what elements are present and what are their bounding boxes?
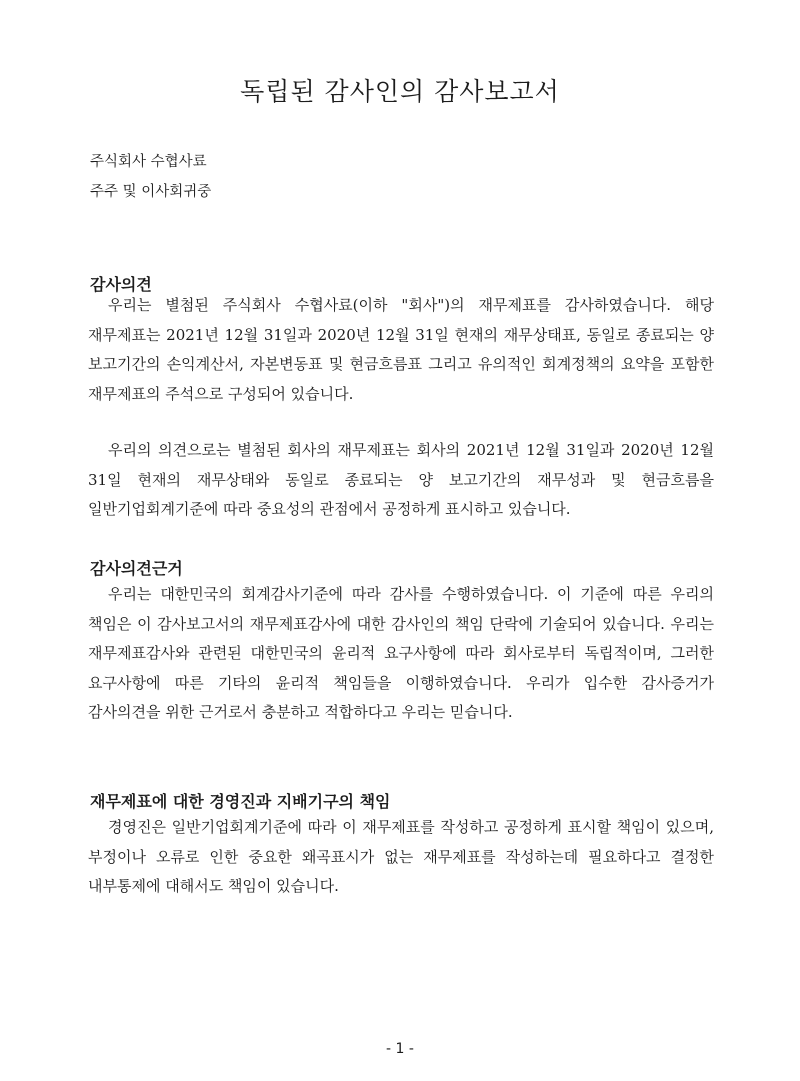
addressee-company: 주식회사 수협사료: [90, 154, 207, 170]
audit-opinion-paragraph-1: 우리는 별첨된 주식회사 수협사료(이하 "회사")의 재무제표를 감사하였습니다. 해당 재무제표는 2021년 12월 31일과 2020년 12월 31일 현재의 재무상태표, 동일로 종료되는 양 보고기간의 손익계산서, 자본변동표 및 현금흐름표 그리고 유의적인 회계정책의 요약을 포함한 재무제표의 주석으로 구성되어 있습니다.: [88, 296, 714, 403]
basis-for-opinion-paragraph: 우리는 대한민국의 회계감사기준에 따라 감사를 수행하였습니다. 이 기준에 따른 우리의 책임은 이 감사보고서의 재무제표감사에 대한 감사인의 책임 단락에 기술되어 있습니다. 우리는 재무제표감사와 관련된 대한민국의 윤리적 요구사항에 따라 회사로부터 독립적이며, 그러한 요구사항에 따른 기타의 윤리적 책임들을 이행하였습니다. 우리가 입수한 감사증거가 감사의견을 위한 근거로서 충분하고 적합하다고 우리는 믿습니다.: [88, 585, 714, 721]
page-number: - 1 -: [386, 1041, 414, 1057]
section-heading-basis-for-opinion: 감사의견근거: [90, 559, 183, 578]
report-title: 독립된 감사인의 감사보고서: [240, 77, 560, 106]
audit-opinion-paragraph-2: 우리의 의견으로는 별첨된 회사의 재무제표는 회사의 2021년 12월 31일과 2020년 12월 31일 현재의 재무상태와 동일로 종료되는 양 보고기간의 재무성과 및 현금흐름을 일반기업회계기준에 따라 중요성의 관점에서 공정하게 표시하고 있습니다.: [88, 441, 714, 518]
section-heading-audit-opinion: 감사의견: [90, 275, 152, 294]
section-heading-management-responsibility: 재무제표에 대한 경영진과 지배기구의 책임: [90, 792, 391, 811]
addressee-recipients: 주주 및 이사회귀중: [90, 184, 212, 200]
management-responsibility-paragraph: 경영진은 일반기업회계기준에 따라 이 재무제표를 작성하고 공정하게 표시할 책임이 있으며, 부정이나 오류로 인한 중요한 왜곡표시가 없는 재무제표를 작성하는데 필요하다고 결정한 내부통제에 대해서도 책임이 있습니다.: [88, 818, 714, 895]
